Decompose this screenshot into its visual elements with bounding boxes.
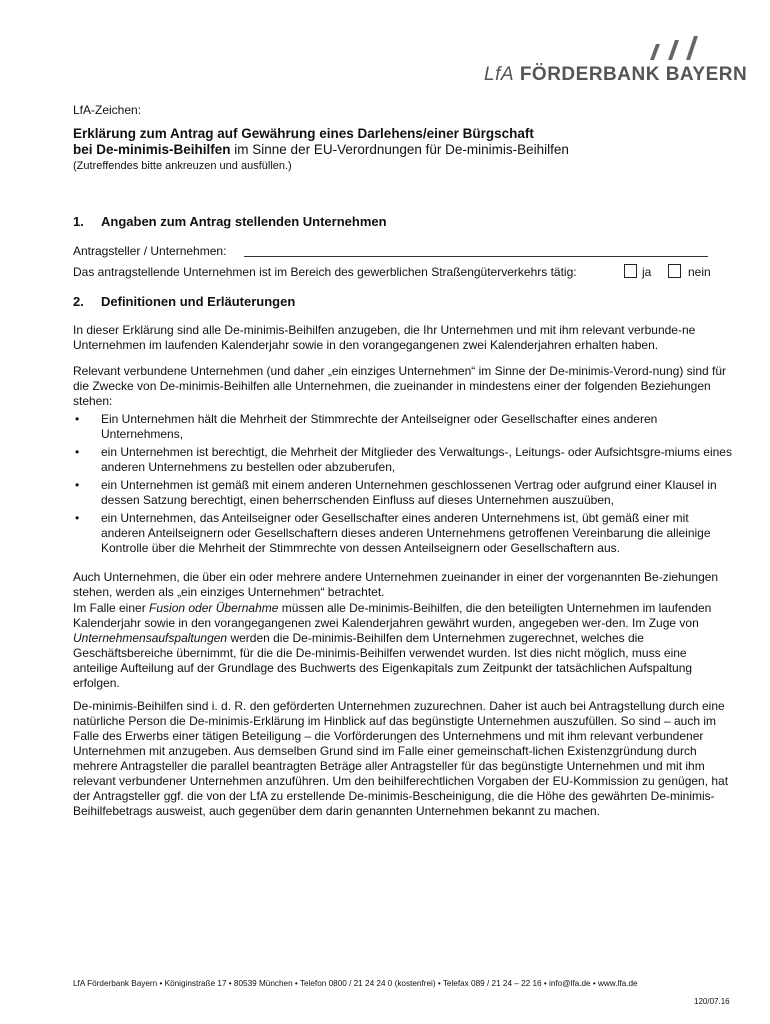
document-title: Erklärung zum Antrag auf Gewährung eines Darlehens/einer Bürgschaft <box>73 126 534 141</box>
logo-brand-text: FÖRDERBANK BAYERN <box>519 64 748 85</box>
paragraph-5-text: De-minimis-Beihilfen sind i. d. R. den geförderten Unternehmen zuzurechnen. Daher ist auch bei Antragstellung durch eine natürliche Person die De-minimis-Erklärung im Hinblick auf das begünstigte Unternehmen auszufüllen. So sind – auch im Falle des Erwerbs einer tätigen Beteiligung – die Vorförderungen des Unternehmens und mit ihm relevant verbundener Unternehmen mit anzugeben. Aus demselben Grund sind im Falle einer gemeinschaft-lichen Existenzgründung durch mehrere Antragsteller die parallel beantragten Beträge aller Antragsteller für das begünstigte Unternehmen und mit ihm relevant verbundener Unternehmen anzuführen. Um den beihilferechtlichen Vorgaben der EU-Kommission zu genügen, hat der Antragsteller ggf. die von der LfA zu erstellende De-minimis-Bescheinigung, die die Höhe des gewährten De-minimis-Beihilfebetrags ausweist, auch gegenüber dem darin genannten Unternehmen bekannt zu machen. <box>73 699 729 818</box>
subtitle-rest: im Sinne der EU-Verordnungen für De-minimis-Beihilfen <box>230 142 569 157</box>
form-code: 120/07.16 <box>694 997 730 1006</box>
checkbox-yes[interactable] <box>624 264 637 278</box>
lfa-zeichen-label: LfA-Zeichen: <box>73 103 142 117</box>
section-1-heading <box>73 214 387 229</box>
checkbox-yes-label: ja <box>642 265 652 279</box>
bullet-icon: • <box>75 478 80 492</box>
list-item <box>73 511 733 556</box>
bullet-icon: • <box>75 412 80 426</box>
logo-lfa-text: LfA <box>484 64 515 85</box>
list-item-text: ein Unternehmen, das Anteilseigner oder Gesellschafter eines anderen Unternehmens ist, übt gemäß einer mit anderen Anteilseignern oder Gesellschaftern dieses anderen Unternehmens getroffenen Vereinbarung die alleinige Kontrolle über die Mehrheit der Stimmrechte von dessen Anteilseignern oder Gesellschaftern aus. <box>101 511 711 555</box>
list-item <box>73 445 733 475</box>
paragraph-4-part-a: Im Falle einer <box>73 601 150 615</box>
list-item <box>73 412 733 442</box>
paragraph-4-italic-a: Fusion oder Übernahme <box>149 601 279 615</box>
footer-address: LfA Förderbank Bayern • Königinstraße 17 • 80539 München • Telefon 0800 / 21 24 24 0 (kostenfrei) • Telefax 089 / 21 24 – 22 16 • info@lfa.de • www.lfa.de <box>73 979 638 988</box>
road-transport-question: Das antragstellende Unternehmen ist im Bereich des gewerblichen Straßengüterverkehrs tätig: <box>73 265 577 279</box>
list-item <box>73 478 733 508</box>
paragraph-4-italic-b: Unternehmensaufspaltungen <box>73 631 228 645</box>
paragraph-4 <box>73 601 733 691</box>
relationship-list <box>73 412 733 559</box>
checkbox-no[interactable] <box>668 264 681 278</box>
paragraph-3-text: Auch Unternehmen, die über ein oder mehrere andere Unternehmen zueinander in einer der vorgenannten Be-ziehungen stehen, werden als „ein einziges Unternehmen“ betrachtet. <box>73 570 719 599</box>
document-subtitle <box>73 142 569 157</box>
paragraph-2 <box>73 364 733 409</box>
list-item-text: ein Unternehmen ist berechtigt, die Mehrheit der Mitglieder des Verwaltungs-, Leitungs- oder Aufsichtsgre-miums eines anderen Unternehmens zu bestellen oder abzuberufen, <box>101 445 732 474</box>
paragraph-1 <box>73 323 733 353</box>
paragraph-5 <box>73 699 733 819</box>
subtitle-bold: bei De-minimis-Beihilfen <box>73 142 231 157</box>
section-1-title: Angaben zum Antrag stellenden Unternehmen <box>101 214 387 229</box>
list-item-text: Ein Unternehmen hält die Mehrheit der Stimmrechte der Anteilseigner oder Gesellschafter eines anderen Unternehmens, <box>101 412 658 441</box>
section-1-number: 1. <box>73 214 84 229</box>
bullet-icon: • <box>75 445 80 459</box>
fill-instruction: (Zutreffendes bitte ankreuzen und ausfüllen.) <box>73 160 292 172</box>
paragraph-4-part-e: werden die De-minimis-Beihilfen dem Unternehmen zugerechnet, welches die Geschäftsbereiche übernimmt, für die die De-minimis-Beihilfen verwendet wurden. Ist dies nicht möglich, muss eine anteilige Aufteilung auf der Grundlage des Buchwerts des Eigenkapitals zum Zeitpunkt der tatsächlichen Aufspaltung erfolgen. <box>73 631 693 690</box>
paragraph-4-text <box>73 601 733 691</box>
section-2-title: Definitionen und Erläuterungen <box>101 294 296 309</box>
section-2-number: 2. <box>73 294 84 309</box>
applicant-input-line[interactable] <box>244 256 708 257</box>
paragraph-1-text: In dieser Erklärung sind alle De-minimis-Beihilfen anzugeben, die Ihr Unternehmen und mit ihm relevant verbunde-ne Unternehmen im laufenden Kalenderjahr sowie in den vorangegangenen zwei Kalenderjahren erhalten haben. <box>73 323 696 352</box>
section-2-heading <box>73 294 295 309</box>
paragraph-3 <box>73 570 733 600</box>
lfa-logo <box>484 64 747 86</box>
paragraph-2-text: Relevant verbundene Unternehmen (und daher „ein einziges Unternehmen“ im Sinne der De-minimis-Verord-nung) sind für die Zwecke von De-minimis-Beihilfen alle Unternehmen, die zueinander in mindestens einer der folgenden Beziehungen stehen: <box>73 364 727 408</box>
checkbox-no-label: nein <box>688 265 711 279</box>
applicant-label: Antragsteller / Unternehmen: <box>73 244 227 258</box>
lfa-logo-marks-icon <box>646 34 726 64</box>
paragraph-4-part-c: müssen alle De-minimis-Beihilfen, die den beteiligten Unternehmen im laufenden Kalenderjahr sowie in den vorangegangenen zwei Kalenderjahren gewährt wurden, angegeben wer-den. Im Zuge von <box>73 601 712 630</box>
bullet-icon: • <box>75 511 80 525</box>
list-item-text: ein Unternehmen ist gemäß mit einem anderen Unternehmen geschlossenen Vertrag oder aufgrund einer Klausel in dessen Satzung berechtigt, einen beherrschenden Einfluss auf dieses Unternehmen auszuüben, <box>101 478 717 507</box>
